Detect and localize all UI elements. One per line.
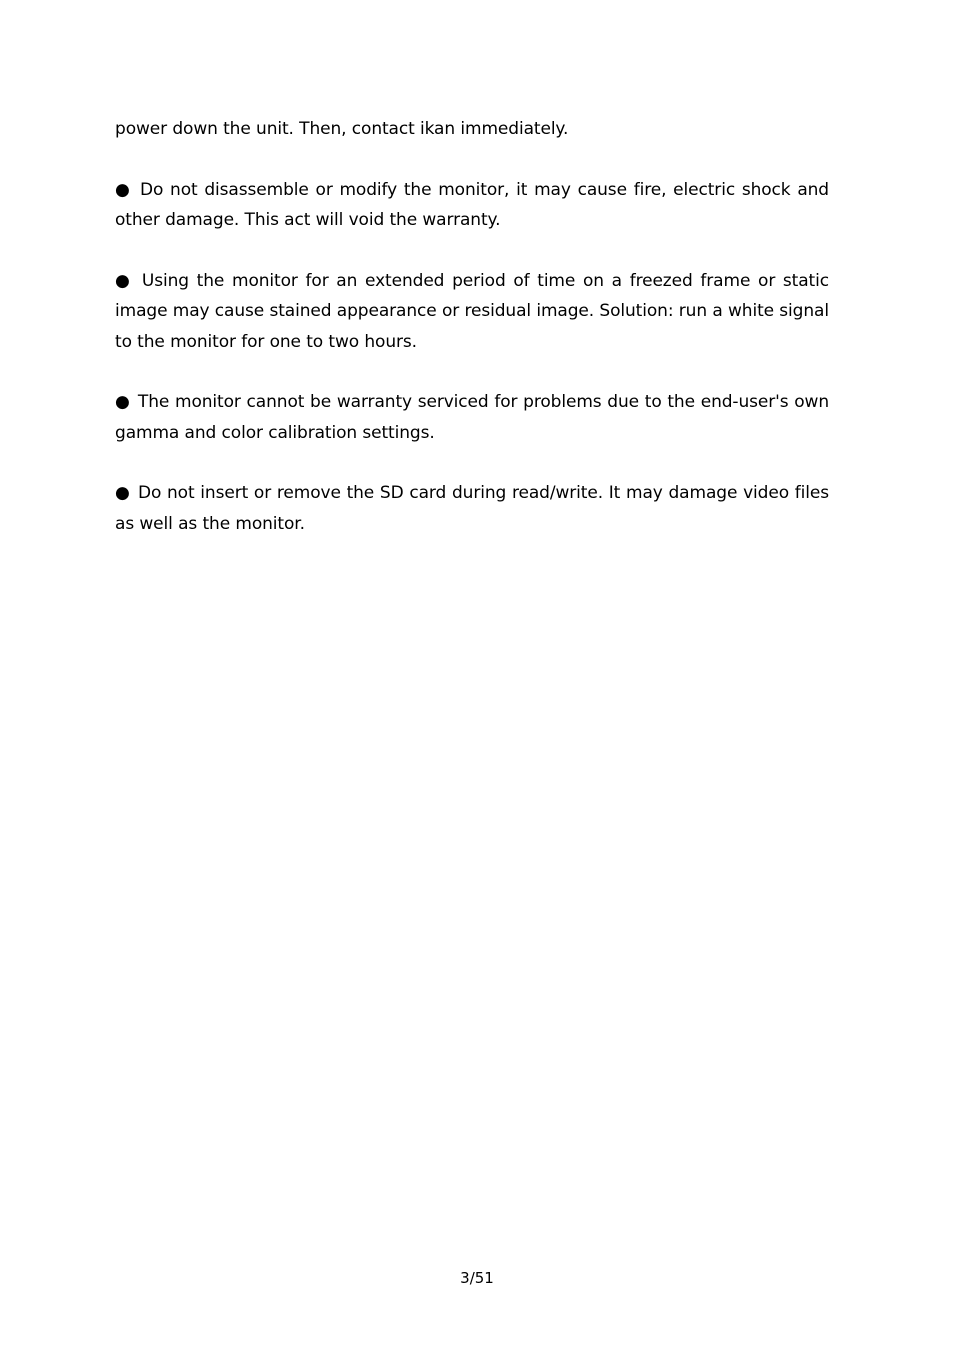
warning-text: Using the monitor for an extended period of time on a freezed frame or static image may cause stained appearance or residual image. Solution: run a white signal to the monitor for one to two hours.: [115, 270, 829, 352]
page-body: [115, 114, 829, 569]
warning-text: Do not disassemble or modify the monitor, it may cause fire, electric shock and other damage. This act will void the warranty.: [115, 179, 830, 230]
warning-item-sd-card: [115, 478, 829, 539]
warning-text: The monitor cannot be warranty serviced for problems due to the end-user's own gamma and color calibration settings.: [115, 392, 829, 443]
bullet-icon: ●: [115, 392, 131, 412]
warning-text: Do not insert or remove the SD card during read/write. It may damage video files as well as the monitor.: [115, 483, 830, 534]
warning-item-static-image: [115, 266, 829, 358]
warning-item-disassemble: [115, 175, 829, 236]
page-number: 3/51: [460, 1269, 494, 1287]
bullet-icon: ●: [115, 270, 133, 291]
warning-item-calibration: [115, 387, 829, 448]
bullet-icon: ●: [115, 179, 132, 200]
bullet-icon: ●: [115, 483, 131, 503]
continuation-paragraph: power down the unit. Then, contact ikan immediately.: [115, 119, 569, 139]
